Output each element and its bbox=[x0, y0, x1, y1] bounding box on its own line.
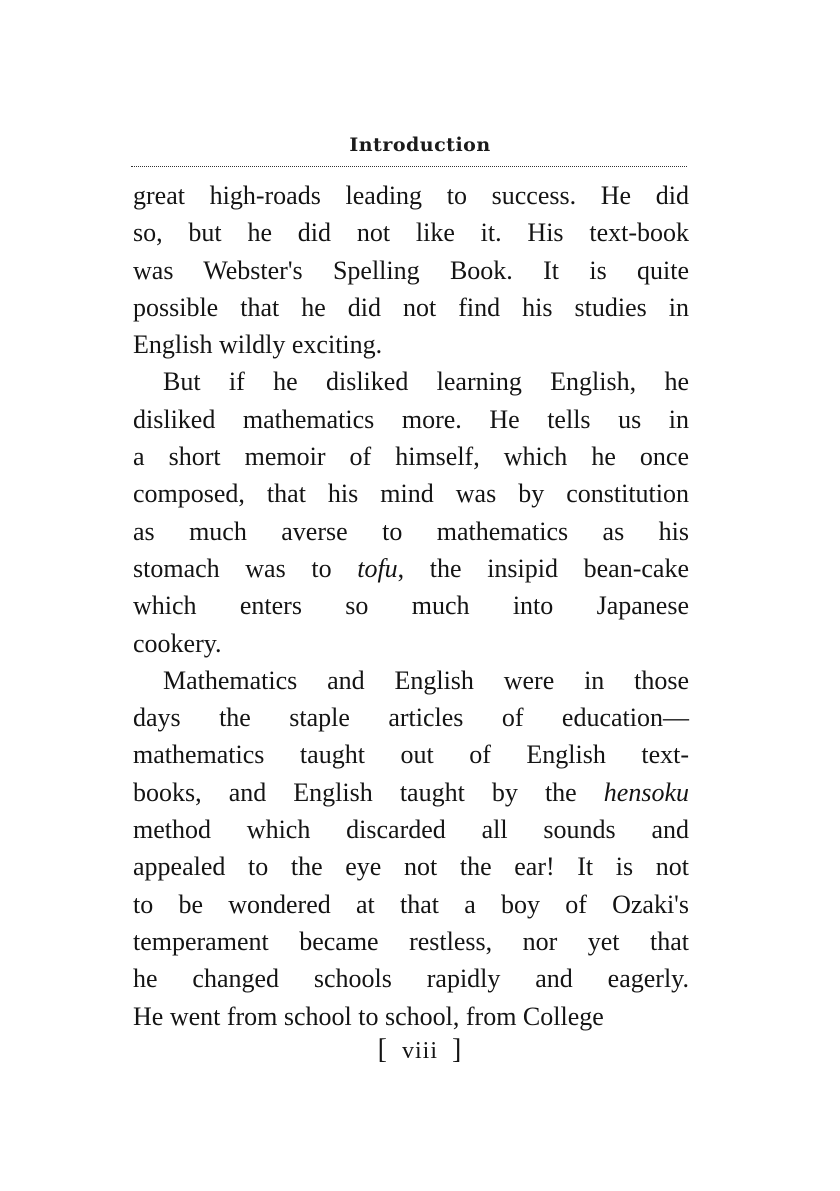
text-segment: composed, that his mind was by constitution bbox=[133, 479, 689, 509]
italic-term: tofu bbox=[357, 553, 398, 583]
text-segment: He went from school to school, from College bbox=[133, 1001, 604, 1031]
text-segment: which enters so much into Japanese bbox=[133, 591, 689, 621]
text-segment: to be wondered at that a boy of Ozaki's bbox=[133, 889, 689, 919]
text-segment: he changed schools rapidly and eagerly. bbox=[133, 964, 689, 994]
body-text bbox=[133, 177, 689, 1035]
text-segment: days the staple articles of education— bbox=[133, 703, 689, 733]
text-line bbox=[133, 998, 689, 1035]
page-number-close-bracket: ] bbox=[452, 1034, 463, 1065]
text-segment: as much averse to mathematics as his bbox=[133, 516, 689, 546]
text-segment: possible that he did not find his studies in bbox=[133, 292, 689, 322]
text-line bbox=[133, 252, 689, 289]
text-line bbox=[133, 699, 689, 736]
text-line bbox=[133, 401, 689, 438]
text-line bbox=[133, 886, 689, 923]
text-segment: appealed to the eye not the ear! It is not bbox=[133, 852, 689, 882]
text-line bbox=[133, 550, 689, 587]
text-segment: But if he disliked learning English, he bbox=[163, 367, 689, 397]
text-line bbox=[133, 363, 689, 400]
text-line bbox=[133, 438, 689, 475]
text-segment: so, but he did not like it. His text-book bbox=[133, 218, 689, 248]
text-line bbox=[133, 774, 689, 811]
text-line bbox=[133, 662, 689, 699]
text-line bbox=[133, 513, 689, 550]
page-number-value: viii bbox=[401, 1038, 438, 1064]
text-segment: great high-roads leading to success. He did bbox=[133, 181, 689, 210]
text-line bbox=[133, 214, 689, 251]
text-segment: disliked mathematics more. He tells us in bbox=[133, 404, 689, 434]
italic-term: hensoku bbox=[603, 777, 689, 807]
text-line bbox=[133, 960, 689, 997]
page-number bbox=[0, 1034, 840, 1066]
text-line bbox=[133, 289, 689, 326]
text-segment: stomach was to bbox=[133, 553, 358, 583]
text-segment: cookery. bbox=[133, 628, 222, 658]
text-segment: temperament became restless, nor yet that bbox=[133, 926, 689, 956]
text-segment: was Webster's Spelling Book. It is quite bbox=[133, 255, 689, 285]
text-segment: books, and English taught by the bbox=[133, 777, 604, 807]
text-segment: English wildly exciting. bbox=[133, 330, 383, 360]
header-rule bbox=[131, 166, 687, 167]
running-head: Introduction bbox=[349, 134, 491, 156]
text-line bbox=[133, 326, 689, 363]
text-line bbox=[133, 848, 689, 885]
text-line bbox=[133, 811, 689, 848]
page-number-open-bracket: [ bbox=[377, 1034, 388, 1065]
text-segment: , the insipid bean-cake bbox=[397, 553, 689, 583]
text-segment: a short memoir of himself, which he once bbox=[133, 442, 689, 472]
text-segment: method which discarded all sounds and bbox=[133, 815, 689, 845]
text-line bbox=[133, 736, 689, 773]
text-line bbox=[133, 625, 689, 662]
text-line bbox=[133, 587, 689, 624]
text-segment: mathematics taught out of English text- bbox=[133, 740, 689, 770]
text-line bbox=[133, 923, 689, 960]
text-line bbox=[133, 475, 689, 512]
text-line bbox=[133, 177, 689, 214]
text-segment: Mathematics and English were in those bbox=[163, 665, 689, 695]
